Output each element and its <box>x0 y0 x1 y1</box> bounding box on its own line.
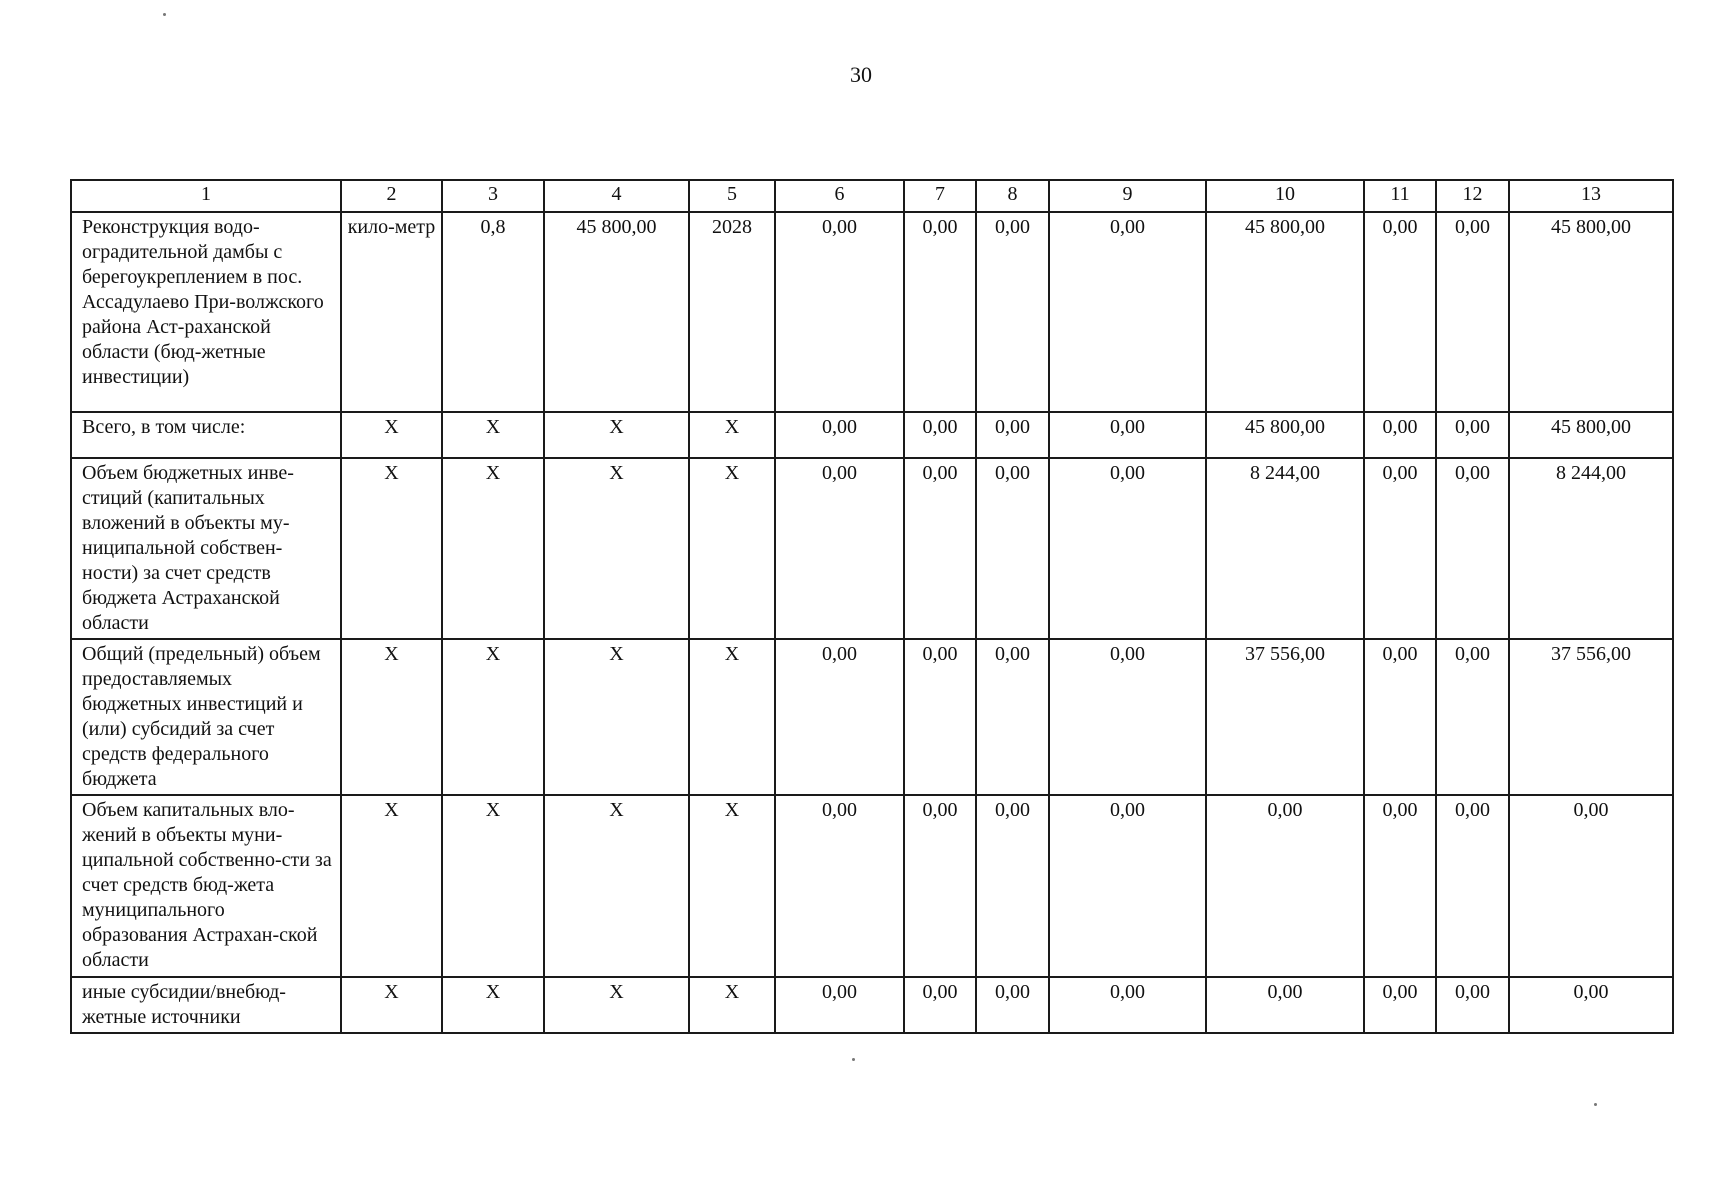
column-number-row <box>71 180 1673 212</box>
scan-speck <box>163 13 166 16</box>
table-row-federal-budget <box>71 639 1673 795</box>
column-number: 7 <box>904 180 976 212</box>
column-number: 10 <box>1206 180 1364 212</box>
column-number: 11 <box>1364 180 1436 212</box>
table-cell: 0,00 <box>1206 795 1364 977</box>
table-cell: Х <box>544 977 689 1033</box>
table-cell: 0,00 <box>1206 977 1364 1033</box>
column-number: 3 <box>442 180 544 212</box>
table-cell: Х <box>341 639 442 795</box>
table-cell: 0,00 <box>1364 212 1436 412</box>
column-number: 2 <box>341 180 442 212</box>
table-cell: 45 800,00 <box>1509 412 1673 458</box>
table-cell: 0,00 <box>904 412 976 458</box>
table-cell: 0,00 <box>1364 795 1436 977</box>
table-cell: Х <box>689 639 775 795</box>
table-cell: 0,00 <box>904 212 976 412</box>
table-cell: 8 244,00 <box>1509 458 1673 639</box>
table-cell: 0,00 <box>1436 412 1509 458</box>
column-number: 8 <box>976 180 1049 212</box>
table-cell: 0,00 <box>1049 639 1206 795</box>
column-number: 13 <box>1509 180 1673 212</box>
table-cell: 0,00 <box>976 458 1049 639</box>
column-number: 12 <box>1436 180 1509 212</box>
table-cell: 0,00 <box>1364 639 1436 795</box>
table-cell: 0,00 <box>1509 795 1673 977</box>
table-cell: 0,00 <box>1364 458 1436 639</box>
table-row-total <box>71 412 1673 458</box>
table-cell: Х <box>442 412 544 458</box>
table-cell: Х <box>442 639 544 795</box>
table-cell: 8 244,00 <box>1206 458 1364 639</box>
table-cell: 0,00 <box>1509 977 1673 1033</box>
row-name: Объем бюджетных инве-стиций (капитальных вложений в объекты му-ниципальной собствен-ности) за счет средств бюджета Астраханской области <box>71 458 341 639</box>
table-cell: Х <box>689 458 775 639</box>
table-cell: 0,00 <box>1049 212 1206 412</box>
table-cell: 0,00 <box>1436 212 1509 412</box>
row-name: иные субсидии/внебюд-жетные источники <box>71 977 341 1033</box>
table-cell: 37 556,00 <box>1509 639 1673 795</box>
table-cell: 2028 <box>689 212 775 412</box>
table-cell: 0,00 <box>775 458 904 639</box>
table-cell: 0,00 <box>904 458 976 639</box>
column-number: 4 <box>544 180 689 212</box>
table-cell: 0,00 <box>1436 458 1509 639</box>
table-cell: Х <box>544 412 689 458</box>
table-cell: Х <box>689 795 775 977</box>
table-body <box>71 180 1673 1033</box>
table-row-municipal-budget <box>71 795 1673 977</box>
table-cell: 45 800,00 <box>1206 212 1364 412</box>
table-cell: кило-метр <box>341 212 442 412</box>
table-cell: 0,00 <box>1436 639 1509 795</box>
table-cell: 0,00 <box>775 795 904 977</box>
table-row-regional-budget <box>71 458 1673 639</box>
table-cell: Х <box>442 977 544 1033</box>
scan-speck <box>852 1058 855 1061</box>
table-cell: 45 800,00 <box>1509 212 1673 412</box>
scan-speck <box>1594 1103 1597 1106</box>
table-cell: Х <box>341 412 442 458</box>
row-name: Общий (предельный) объем предоставляемых бюджетных инвестиций и (или) субсидий за счет средств федерального бюджета <box>71 639 341 795</box>
column-number: 9 <box>1049 180 1206 212</box>
row-name: Всего, в том числе: <box>71 412 341 458</box>
table-cell: 0,00 <box>1436 795 1509 977</box>
table-cell: 0,00 <box>904 639 976 795</box>
row-name: Объем капитальных вло-жений в объекты муни-ципальной собственно-сти за счет средств бюд-жета муниципального образования Астрахан-ской области <box>71 795 341 977</box>
table-cell: Х <box>341 795 442 977</box>
table-cell: 0,00 <box>1049 977 1206 1033</box>
column-number: 5 <box>689 180 775 212</box>
table-cell: Х <box>442 458 544 639</box>
table-cell: 0,00 <box>1049 795 1206 977</box>
table-cell: Х <box>341 458 442 639</box>
table-cell: Х <box>689 412 775 458</box>
table-cell: Х <box>341 977 442 1033</box>
table-cell: Х <box>544 795 689 977</box>
table-cell: 0,8 <box>442 212 544 412</box>
table-cell: 0,00 <box>976 412 1049 458</box>
table-cell: 0,00 <box>775 412 904 458</box>
table-cell: 0,00 <box>775 212 904 412</box>
table-row-reconstruction <box>71 212 1673 412</box>
table-cell: 0,00 <box>976 639 1049 795</box>
table-cell: 37 556,00 <box>1206 639 1364 795</box>
row-name: Реконструкция водо-оградительной дамбы с берегоукреплением в пос. Ассадулаево При-волжского района Аст-раханской области (бюд-жетные инвестиции) <box>71 212 341 412</box>
column-number: 6 <box>775 180 904 212</box>
table-cell: Х <box>689 977 775 1033</box>
column-number: 1 <box>71 180 341 212</box>
table-cell: Х <box>544 639 689 795</box>
table-cell: Х <box>544 458 689 639</box>
table-cell: 0,00 <box>1049 458 1206 639</box>
table-cell: 0,00 <box>904 977 976 1033</box>
table-cell: 0,00 <box>976 795 1049 977</box>
table-cell: 0,00 <box>1049 412 1206 458</box>
table-cell: 0,00 <box>1436 977 1509 1033</box>
table-cell: 45 800,00 <box>1206 412 1364 458</box>
table-cell: 0,00 <box>976 977 1049 1033</box>
table-cell: 0,00 <box>976 212 1049 412</box>
table-cell: 0,00 <box>1364 412 1436 458</box>
table-cell: 0,00 <box>775 639 904 795</box>
table-cell: 0,00 <box>775 977 904 1033</box>
table-cell: 45 800,00 <box>544 212 689 412</box>
table-cell: 0,00 <box>904 795 976 977</box>
table-row-other-sources <box>71 977 1673 1033</box>
table-cell: Х <box>442 795 544 977</box>
budget-table <box>70 179 1674 1034</box>
page-number: 30 <box>850 62 872 87</box>
table-cell: 0,00 <box>1364 977 1436 1033</box>
